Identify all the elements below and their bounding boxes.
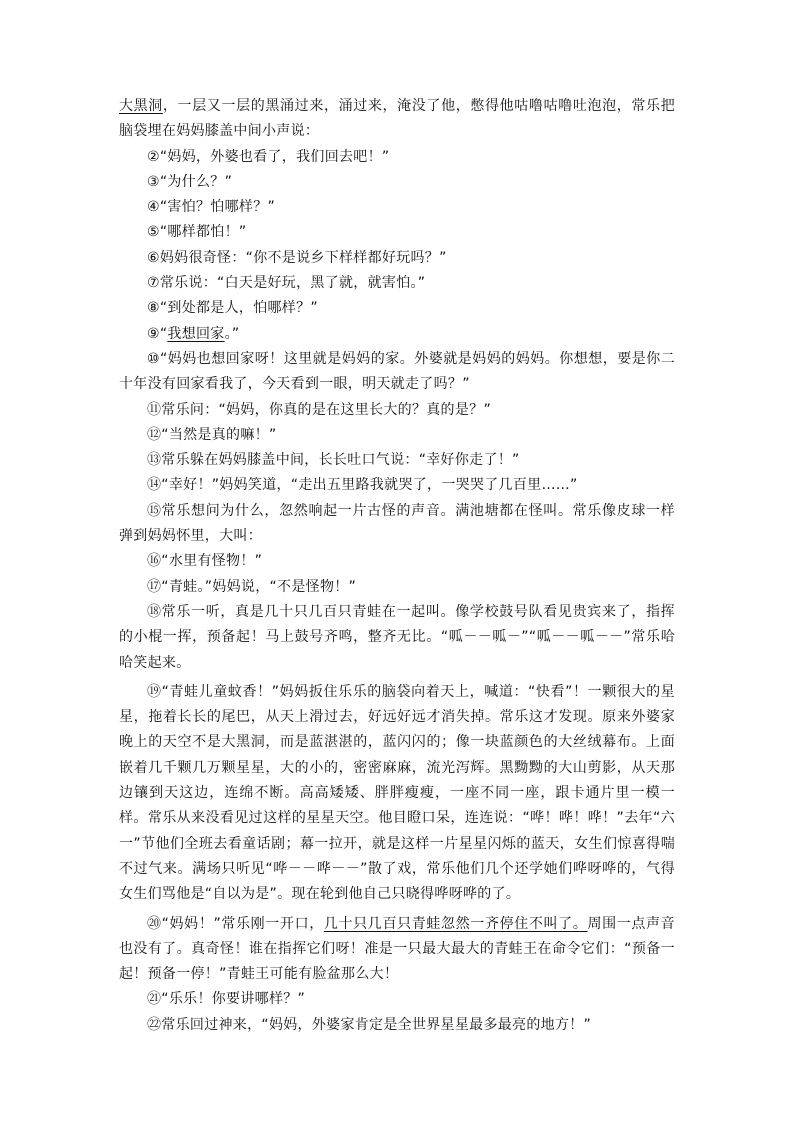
underlined-phrase: 我想回家 [167,325,225,342]
underlined-phrase: 大黑洞 [119,98,163,114]
paragraph-16: ⑯“水里有怪物！” [147,553,263,570]
paragraph-12: ⑫“当然是真的嘛！” [147,426,277,443]
paragraph-19: ⑲“青蛙儿童蚊香！”妈妈扳住乐乐的脑袋向着天上，喊道：“快看”！一颗很大的星星，拖着长长的尾巴，从天上滑过去，好远好远才消失掉。常乐这才发现。原来外婆家晚上的天空不是大黑洞，而是蓝湛湛的，蓝闪闪的；像一块蓝颜色的大丝绒幕布。上面嵌着几千颗几万颗星星，大的小的，密密麻麻，流光泻辉。黑黝黝的大山剪影，从天那边镶到天这边，连绵不断。高高矮矮、胖胖瘦瘦，一座不同一座，跟卡通片里一模一样。常乐从来没看见过这样的星星天空。他目瞪口呆，连连说：“哗！哗！哗！”去年“六一”节他们全班去看童话剧；幕一拉开，就是这样一片星星闪烁的蓝天，女生们惊喜得喘不过气来。满场只听见“哗－－哗－－”散了戏，常乐他们几个还学她们哗呀哗的，气得女生们骂他是“自以为是”。现在轮到他自己只晓得哗呀哗的了。 [119,683,675,903]
paragraph-text: 周围一点声音也没有了。真奇怪！谁在指挥它们呀！准是一只最大最大的青蛙王在命令它们：“预备一起！预备一停！”青蛙王可能有脸盆那么大！ [119,915,675,983]
paragraph-6: ⑥妈妈很奇怪：“你不是说乡下样样都好玩吗？” [147,249,447,266]
paragraph-text: ⑨“ [147,325,168,342]
paragraph-8: ⑧“到处都是人，怕哪样？” [147,300,318,317]
paragraph-14: ⑭“幸好！”妈妈笑道，“走出五里路我就哭了，一哭哭了几百里……” [147,477,578,494]
paragraph-9 [119,322,675,347]
paragraph-2: ②“妈妈，外婆也看了，我们回去吧！” [147,148,390,165]
paragraph-continued [119,94,675,145]
paragraph-18: ⑱常乐一听，真是几十只几百只青蛙在一起叫。像学校鼓号队看见贵宾来了，指挥的小棍一挥，预备起！马上鼓号齐鸣，整齐无比。“呱－－呱－”“呱－－呱－－”常乐哈哈笑起来。 [119,603,675,671]
paragraph-text: 。” [224,325,240,342]
paragraph-11: ⑪常乐问：“妈妈，你真的是在这里长大的？真的是？” [147,401,492,418]
paragraph-text: ，一层又一层的黑涌过来，涌过来，淹没了他，憋得他咕噜咕噜吐泡泡，常乐把脑袋埋在妈妈膝盖中间小声说： [119,98,675,140]
paragraph-22: ㉒常乐回过神来，“妈妈，外婆家肯定是全世界星星最多最亮的地方！” [147,1016,592,1033]
paragraph-5: ⑤“哪样都怕！” [147,224,247,241]
paragraph-3: ③“为什么？” [147,173,233,190]
paragraph-4: ④“害怕？怕哪样？” [147,199,276,216]
paragraph-17: ⑰“青蛙。”妈妈说，“不是怪物！” [147,578,357,595]
article-body [119,94,675,1038]
paragraph-text: ⑳“妈妈！”常乐刚一开口， [147,915,324,932]
paragraph-7: ⑦常乐说：“白天是好玩，黑了就，就害怕。” [147,275,426,292]
underlined-phrase: 几十只几百只青蛙忽然一齐停住不叫了。 [323,915,588,932]
paragraph-10: ⑩“妈妈也想回家呀！这里就是妈妈的家。外婆就是妈妈的妈妈。你想想，要是你二十年没有回家看我了，今天看到一眼，明天就走了吗？” [119,350,675,393]
paragraph-20 [119,912,675,988]
paragraph-13: ⑬常乐躲在妈妈膝盖中间，长长吐口气说：“幸好你走了！” [147,452,520,469]
paragraph-15: ⑮常乐想问为什么，忽然响起一片古怪的声音。满池塘都在怪叫。常乐像皮球一样弹到妈妈怀里，大叫： [119,502,675,545]
paragraph-21: ㉑“乐乐！你要讲哪样？” [147,991,306,1008]
